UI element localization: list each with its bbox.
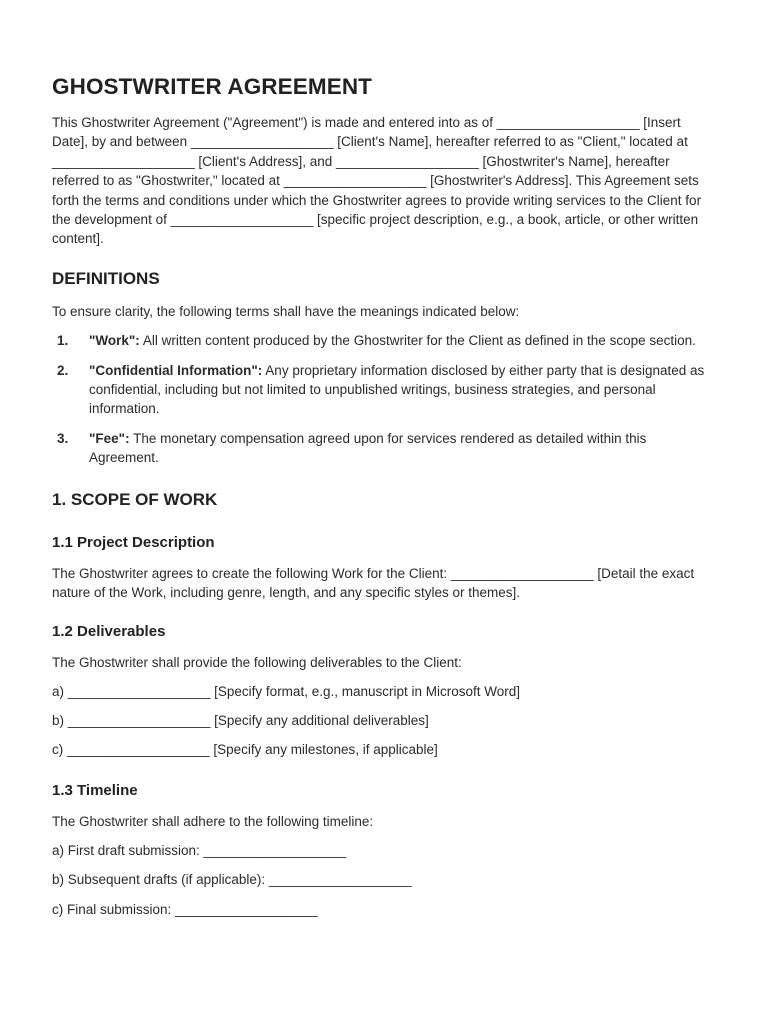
intro-paragraph: This Ghostwriter Agreement ("Agreement") is made and entered into as of ___________________ [Insert Date], by and between ___________________ [Client's Name], hereafter referred to as "Client," located at ___________________ [Client's Address], and ___________________ [Ghostwriter's Name], hereafter referred to as "Ghostwriter," located at ___________________ [Ghostwriter's Address]. This Agreement sets forth the terms and conditions under which the Ghostwriter agrees to provide writing services to the Client for the development of ___________________ [specific project description, e.g., a book, article, or other written content]. <box>52 115 702 247</box>
definition-term: "Work": <box>89 333 140 349</box>
timeline-heading: 1.3 Timeline <box>52 781 138 799</box>
project-description-text: The Ghostwriter agrees to create the following Work for the Client: ___________________ [Detail the exact nature of the Work, including genre, length, and any specific styles or themes]. <box>52 565 695 601</box>
timeline-lead: The Ghostwriter shall adhere to the following timeline: <box>52 813 374 829</box>
definition-text: Any proprietary information disclosed by either party that is designated as confidential, including but not limited to unpublished writings, business strategies, and personal information. <box>89 362 705 417</box>
definitions-list <box>52 331 714 467</box>
definition-body <box>89 361 714 419</box>
project-description-heading: 1.1 Project Description <box>52 533 215 551</box>
timeline-item: a) First draft submission: ___________________ <box>52 843 347 859</box>
definition-term: "Fee": <box>89 430 130 446</box>
definition-item <box>52 361 714 419</box>
deliverables-heading: 1.2 Deliverables <box>52 622 166 640</box>
deliverables-lead: The Ghostwriter shall provide the following deliverables to the Client: <box>52 654 462 670</box>
definition-body <box>89 429 714 468</box>
definitions-lead: To ensure clarity, the following terms shall have the meanings indicated below: <box>52 303 520 319</box>
definition-item <box>52 429 714 468</box>
definition-number: 2. <box>57 362 69 378</box>
deliverable-item: a) ___________________ [Specify format, e.g., manuscript in Microsoft Word] <box>52 683 521 699</box>
timeline-item: b) Subsequent drafts (if applicable): ___________________ <box>52 872 412 888</box>
definition-body <box>89 331 714 350</box>
definition-item <box>52 331 714 350</box>
timeline-item: c) Final submission: ___________________ <box>52 901 318 917</box>
definition-number: 1. <box>57 333 69 349</box>
definitions-heading: DEFINITIONS <box>52 268 160 288</box>
definition-number: 3. <box>57 430 69 446</box>
definition-text: All written content produced by the Ghostwriter for the Client as defined in the scope section. <box>139 333 696 349</box>
deliverable-item: c) ___________________ [Specify any milestones, if applicable] <box>52 742 438 758</box>
definition-term: "Confidential Information": <box>89 362 263 378</box>
definition-text: The monetary compensation agreed upon for services rendered as detailed within this Agreement. <box>89 430 647 466</box>
document-title: GHOSTWRITER AGREEMENT <box>52 74 373 99</box>
scope-heading: 1. SCOPE OF WORK <box>52 489 218 509</box>
deliverable-item: b) ___________________ [Specify any additional deliverables] <box>52 713 429 729</box>
